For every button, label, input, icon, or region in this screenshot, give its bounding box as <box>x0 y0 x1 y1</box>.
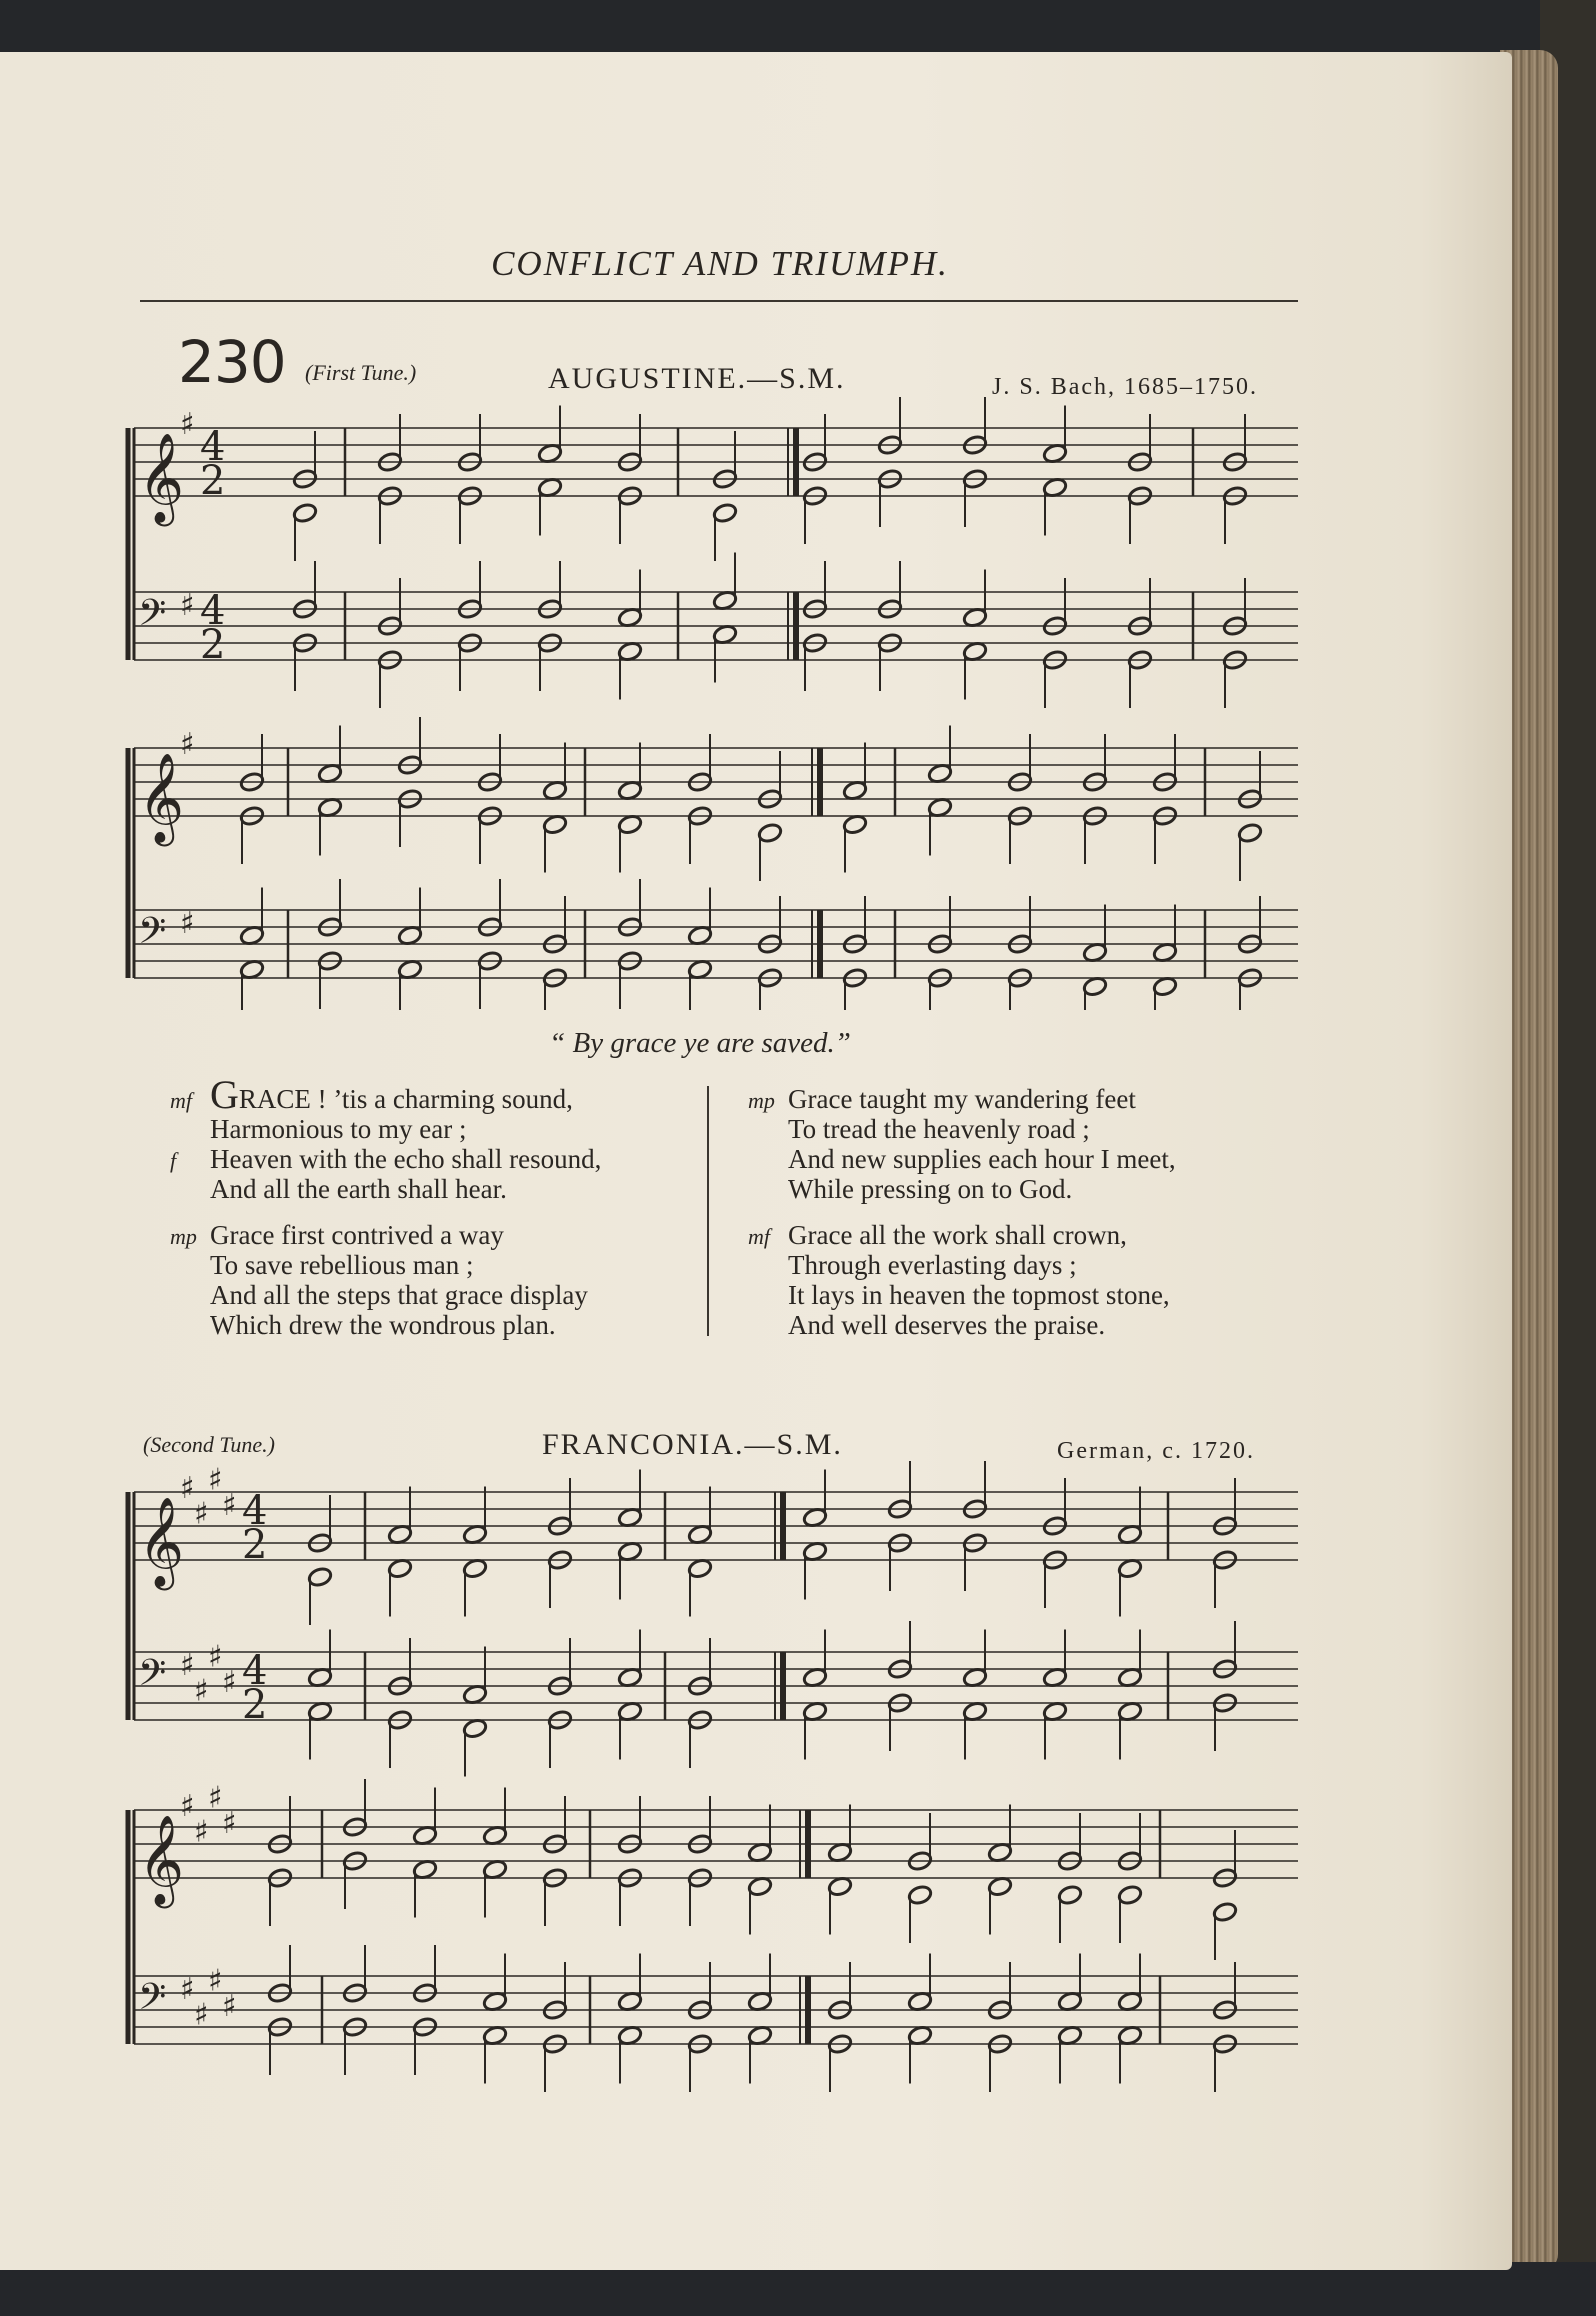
verse-text: It lays in heaven the topmost stone, <box>788 1280 1170 1310</box>
hymn-number: 230 <box>178 328 286 396</box>
dynamic-marking: mp <box>748 1088 775 1113</box>
key-signature-sharp: ♯ <box>208 1462 223 1498</box>
dynamic-marking: mf <box>170 1088 192 1113</box>
verse-text: To tread the heavenly road ; <box>788 1114 1090 1144</box>
time-signature-denominator: 2 <box>200 458 226 504</box>
first-tune-label: (First Tune.) <box>305 360 417 385</box>
second-tune-system-1 <box>128 1461 1298 1777</box>
verse-text: While pressing on to God. <box>788 1174 1073 1204</box>
epigraph: “ By grace ye are saved.” <box>549 1027 851 1059</box>
key-signature-sharp: ♯ <box>180 1789 195 1824</box>
time-signature-denominator: 2 <box>200 622 226 668</box>
key-signature-sharp: ♯ <box>180 407 195 442</box>
verse-text: Heaven with the echo shall resound, <box>210 1144 602 1174</box>
key-signature-sharp: ♯ <box>180 1648 195 1683</box>
key-signature-sharp: ♯ <box>208 1780 223 1816</box>
book-cover-bottom <box>0 2262 1596 2316</box>
verse-text: Grace taught my wandering feet <box>788 1084 1136 1114</box>
key-signature-sharp: ♯ <box>208 1963 223 1999</box>
verse-text: Through everlasting days ; <box>788 1250 1077 1280</box>
key-signature-sharp: ♯ <box>180 727 195 762</box>
verse-text: Which drew the wondrous plan. <box>210 1310 556 1340</box>
verse-text: Grace first contrived a way <box>210 1220 504 1250</box>
key-signature-sharp: ♯ <box>180 1972 195 2007</box>
dynamic-marking: f <box>170 1148 177 1173</box>
key-signature-sharp: ♯ <box>208 1639 223 1675</box>
second-tune-label: (Second Tune.) <box>143 1432 275 1457</box>
bass-clef: 𝄢 <box>138 1652 167 1703</box>
dynamic-marking: mp <box>170 1224 197 1249</box>
dynamic-marking: mf <box>748 1224 770 1249</box>
treble-clef: 𝄞 <box>138 433 185 523</box>
verse-text: To save rebellious man ; <box>210 1250 474 1280</box>
key-signature-sharp: ♯ <box>180 906 195 941</box>
bass-clef: 𝄢 <box>138 592 167 643</box>
second-tune-system-2 <box>128 1779 1298 2092</box>
verse-text: And all the earth shall hear. <box>210 1174 507 1204</box>
time-signature-numerator: 4 <box>200 424 226 470</box>
bass-clef: 𝄢 <box>138 910 167 961</box>
verse-text: And well deserves the praise. <box>788 1310 1106 1340</box>
key-signature-sharp: ♯ <box>180 588 195 623</box>
key-signature-sharp: ♯ <box>194 1814 209 1850</box>
time-signature-numerator: 4 <box>242 1648 268 1694</box>
running-head: CONFLICT AND TRIUMPH. <box>491 244 949 283</box>
time-signature-denominator: 2 <box>242 1682 268 1728</box>
verse-text: RACE ! ’tis a charming sound, <box>238 1084 573 1114</box>
key-signature-sharp: ♯ <box>222 1806 237 1841</box>
time-signature-numerator: 4 <box>200 588 226 634</box>
first-tune-title: AUGUSTINE.—S.M. <box>548 362 846 395</box>
key-signature-sharp: ♯ <box>222 1665 237 1700</box>
second-tune-title: FRANCONIA.—S.M. <box>542 1428 843 1461</box>
key-signature-sharp: ♯ <box>222 1488 237 1523</box>
key-signature-sharp: ♯ <box>194 1673 209 1709</box>
drop-cap: G <box>210 1072 239 1117</box>
time-signature-denominator: 2 <box>242 1522 268 1568</box>
first-tune-composer: J. S. Bach, 1685–1750. <box>992 374 1258 400</box>
key-signature-sharp: ♯ <box>194 1997 209 2033</box>
second-tune-composer: German, c. 1720. <box>1057 1438 1255 1464</box>
key-signature-sharp: ♯ <box>180 1471 195 1506</box>
verse-text: And new supplies each hour I meet, <box>788 1144 1176 1174</box>
verse-text: And all the steps that grace display <box>210 1280 588 1310</box>
treble-clef: 𝄞 <box>138 1497 185 1587</box>
treble-clef: 𝄞 <box>138 753 185 843</box>
verse-text: Grace all the work shall crown, <box>788 1220 1127 1250</box>
key-signature-sharp: ♯ <box>194 1496 209 1532</box>
treble-clef: 𝄞 <box>138 1815 185 1905</box>
time-signature-numerator: 4 <box>242 1488 268 1534</box>
bass-clef: 𝄢 <box>138 1976 167 2027</box>
key-signature-sharp: ♯ <box>222 1989 237 2024</box>
verse-text: Harmonious to my ear ; <box>210 1114 467 1144</box>
